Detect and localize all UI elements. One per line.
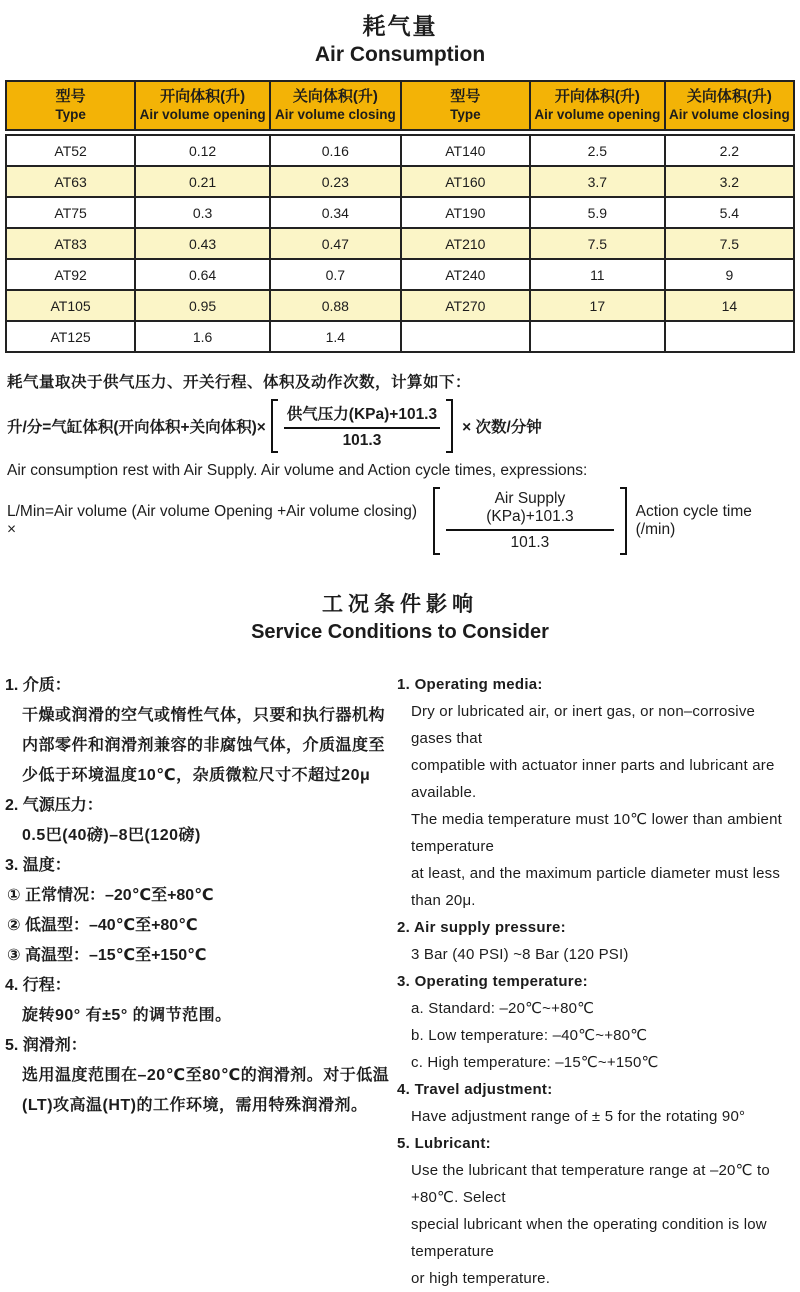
section-title-en: Service Conditions to Consider bbox=[251, 621, 549, 643]
table-row: AT125 1.6 1.4 bbox=[6, 321, 794, 352]
formula-cn-lhs: 升/分=气缸体积(开向体积+关向体积)× bbox=[7, 419, 266, 436]
air-consumption-table-header bbox=[5, 80, 795, 131]
col-header-type-2: 型号 Type bbox=[401, 81, 530, 130]
right-bracket bbox=[620, 487, 627, 555]
table-header-row bbox=[6, 81, 794, 130]
service-column-english bbox=[397, 671, 795, 1292]
formula-cn-fraction bbox=[271, 399, 453, 453]
formula-en-lhs: L/Min=Air volume (Air volume Opening +Air volume closing) × bbox=[7, 503, 418, 538]
list-item: 1. Operating media: Dry or lubricated air, or inert gas, or non–corrosive gases that compatible with actuator inner parts and lubricant are available. The media temperature must 10℃ lower than ambient temperature at least, and the maximum particle diameter must less than 20μ. bbox=[397, 676, 782, 909]
list-item: 4. Travel adjustment: Have adjustment range of ± 5 for the rotating 90° bbox=[397, 1081, 746, 1125]
calculation-notes bbox=[7, 370, 795, 555]
list-item: 2. 气源压力： 0.5巴(40磅)–8巴(120磅) bbox=[5, 797, 201, 844]
col-header-closing-1: 关向体积(升) Air volume closing bbox=[270, 81, 401, 130]
formula-en-fraction bbox=[433, 487, 626, 555]
right-bracket bbox=[446, 399, 453, 453]
calc-intro-cn: 耗气量取决于供气压力、开关行程、体积及动作次数，计算如下： bbox=[7, 374, 472, 391]
formula-cn-rhs: × 次数/分钟 bbox=[462, 419, 542, 436]
formula-cn-denominator: 101.3 bbox=[342, 432, 382, 449]
table-row: AT52 0.12 0.16 AT140 2.5 2.2 bbox=[6, 135, 794, 166]
list-item: 4. 行程： 旋转90° 有±5° 的调节范围。 bbox=[5, 977, 232, 1024]
formula-en bbox=[7, 487, 795, 555]
left-bracket bbox=[433, 487, 440, 555]
calc-intro-en: Air consumption rest with Air Supply. Air volume and Action cycle times, expressions: bbox=[7, 462, 588, 479]
list-item: 5. 润滑剂： 选用温度范围在–20℃至80℃的润滑剂。对于低温 (LT)攻高温(HT)的工作环境，需用特殊润滑剂。 bbox=[5, 1037, 390, 1114]
formula-cn bbox=[7, 399, 795, 453]
table-row: AT75 0.3 0.34 AT190 5.9 5.4 bbox=[6, 197, 794, 228]
table-row: AT105 0.95 0.88 AT270 17 14 bbox=[6, 290, 794, 321]
col-header-opening-1: 开向体积(升) Air volume opening bbox=[135, 81, 270, 130]
list-item: 2. Air supply pressure: 3 Bar (40 PSI) ~8 Bar (120 PSI) bbox=[397, 919, 629, 963]
table-row: AT83 0.43 0.47 AT210 7.5 7.5 bbox=[6, 228, 794, 259]
section-title-cn: 工况条件影响 bbox=[322, 593, 478, 616]
service-column-chinese bbox=[5, 671, 397, 1292]
list-item: 1. 介质： 干燥或润滑的空气或惰性气体，只要和执行器机构 内部零件和润滑剂兼容的非腐蚀气体，介质温度至 少低于环境温度10℃，杂质微粒尺寸不超过20μ bbox=[5, 677, 386, 784]
service-conditions-columns bbox=[5, 671, 795, 1292]
page-title-cn: 耗气量 bbox=[362, 13, 438, 39]
page-title-en: Air Consumption bbox=[314, 43, 486, 66]
list-item: 3. 温度： ① 正常情况：–20℃至+80℃ ② 低温型：–40℃至+80℃ ③ 高温型：–15℃至+150℃ bbox=[5, 857, 214, 964]
table-row: AT92 0.64 0.7 AT240 11 9 bbox=[6, 259, 794, 290]
left-bracket bbox=[271, 399, 278, 453]
formula-en-rhs: Action cycle time (/min) bbox=[635, 503, 752, 538]
formula-cn-numerator: 供气压力(KPa)+101.3 bbox=[284, 402, 440, 429]
list-item: 3. Operating temperature: a. Standard: –20℃~+80℃ b. Low temperature: –40℃~+80℃ c. High temperature: –15℃~+150℃ bbox=[397, 973, 659, 1071]
list-item: 5. Lubricant: Use the lubricant that temperature range at –20℃ to +80℃. Select special lubricant when the operating condition is low temperature or high temperature. bbox=[397, 1135, 770, 1287]
table-row: AT63 0.21 0.23 AT160 3.7 3.2 bbox=[6, 166, 794, 197]
col-header-type-1: 型号 Type bbox=[6, 81, 135, 130]
formula-en-numerator: Air Supply (KPa)+101.3 bbox=[446, 490, 613, 531]
air-consumption-table-body bbox=[5, 134, 795, 353]
col-header-opening-2: 开向体积(升) Air volume opening bbox=[530, 81, 665, 130]
col-header-closing-2: 关向体积(升) Air volume closing bbox=[665, 81, 794, 130]
formula-en-denominator: 101.3 bbox=[510, 534, 550, 551]
